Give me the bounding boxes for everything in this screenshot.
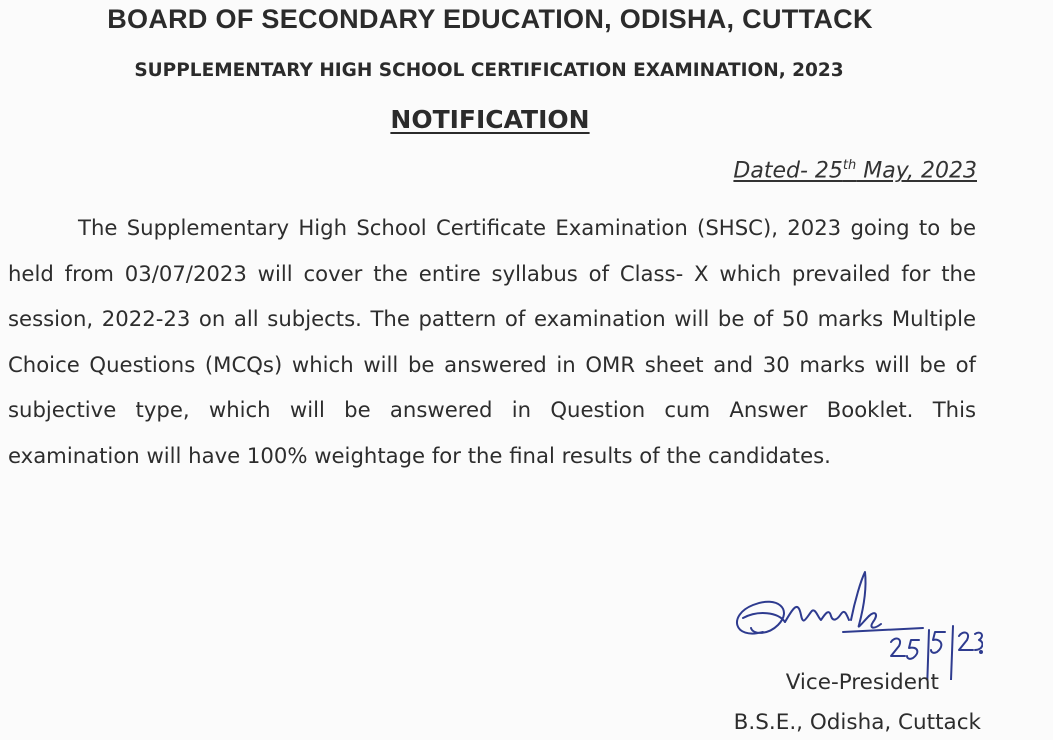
board-title: BOARD OF SECONDARY EDUCATION, ODISHA, CUTTACK [107, 4, 873, 34]
exam-title: SUPPLEMENTARY HIGH SCHOOL CERTIFICATION EXAMINATION, 2023 [134, 60, 844, 81]
signatory-office: B.S.E., Odisha, Cuttack [733, 710, 981, 735]
date-rest: May, 2023 [856, 158, 977, 184]
notification-heading-text: NOTIFICATION [390, 105, 590, 134]
date-ordinal: th [842, 158, 857, 173]
notice-date [733, 158, 977, 183]
notice-body: The Supplementary High School Certificate Examination (SHSC), 2023 going to be held from 03/07/2023 will cover the entire syllabus of Class- X which prevailed for the session, 2022-23 on all subjects. The pattern of examination will be of 50 marks Multiple Choice Questions (MCQs) which will be answered in OMR sheet and 30 marks will be of subjective type, which will be answered in Question cum Answer Booklet. This examination will have 100% weightage for the final results of the candidates. [8, 215, 976, 468]
notification-heading [0, 105, 980, 134]
date-prefix: Dated- 25 [733, 158, 843, 184]
handwritten-signature-icon [723, 570, 983, 680]
signatory-designation: Vice-President [785, 670, 939, 695]
